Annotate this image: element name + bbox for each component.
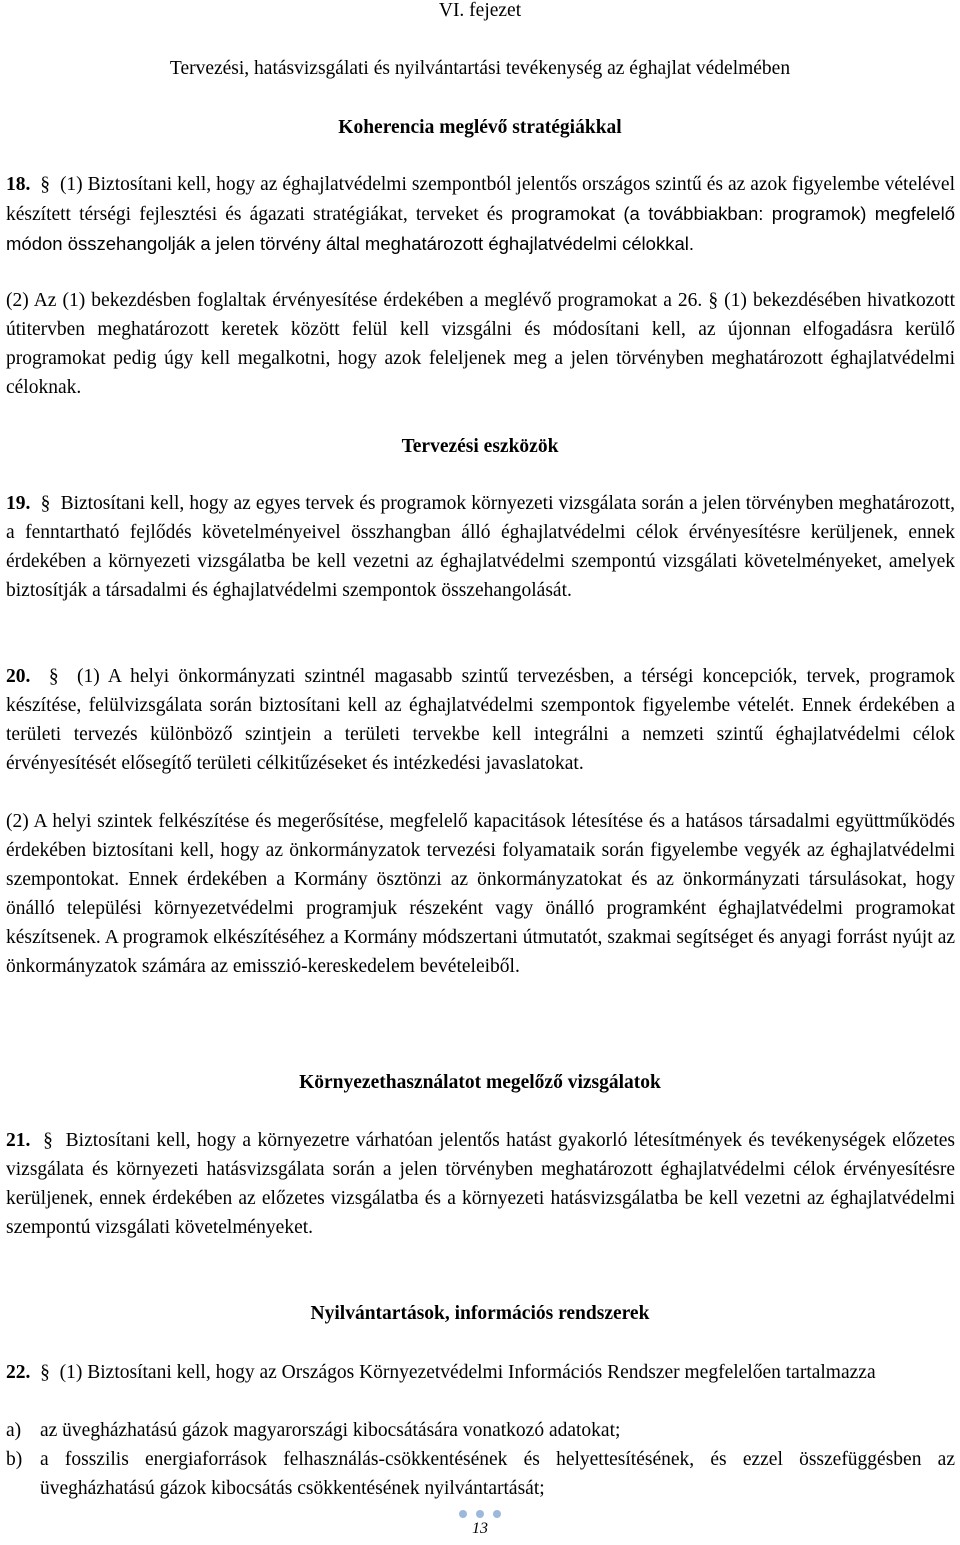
- section-heading: Környezethasználatot megelőző vizsgálatok: [299, 1072, 661, 1093]
- section-mark: §: [43, 1130, 53, 1151]
- section-heading: Tervezési eszközök: [401, 436, 559, 457]
- paragraph-text: Biztosítani kell, hogy a környezetre várhatóan jelentős hatást gyakorló létesítmények és tevékenységek előzetes vizsgálata és környezeti hatásvizsgálata során a jelen törvényben meghatározott éghajlatvédelmi célok érvényesítésre kerüljenek, ennek érdekében az előzetes vizsgálatba és a környezeti hatásvizsgálatba be kell vezetni az éghajlatvédelmi szempontú vizsgálati követelményeket.: [6, 1130, 955, 1239]
- page-footer: [0, 1510, 960, 1538]
- list-item-text: a fosszilis energiaforrások felhasználás-csökkentésének és helyettesítésének, és ezzel összefüggésben az üvegházhatású gázok kibocsátás csökkentésének nyilvántartását;: [40, 1449, 955, 1500]
- list-item-text: az üvegházhatású gázok magyarországi kibocsátására vonatkozó adatokat;: [40, 1420, 621, 1441]
- enumeration-list: [6, 1416, 955, 1503]
- list-item-label: a): [6, 1420, 22, 1441]
- paragraph-22: [6, 1358, 955, 1387]
- paragraph-text: (1) Biztosítani kell, hogy az Országos Környezetvédelmi Információs Rendszer megfelelően tartalmazza: [59, 1362, 876, 1383]
- paragraph-19: [6, 489, 955, 605]
- section-heading: Nyilvántartások, információs rendszerek: [310, 1303, 650, 1324]
- chapter-label: VI. fejezet: [438, 0, 522, 21]
- dot-icon: [459, 1510, 467, 1518]
- section-mark: §: [40, 174, 51, 195]
- paragraph-text: (1) Biztosítani kell, hogy az éghajlatvédelmi szempontból jelentős országos szintű és az azok figyelembe vételével készített térségi fejlesztési és ágazati stratégiákat, terveket és: [6, 174, 955, 226]
- page-number: 13: [472, 1520, 488, 1537]
- paragraph-18: [6, 170, 955, 259]
- paragraph-21: [6, 1126, 955, 1242]
- section-mark: §: [48, 666, 59, 687]
- paragraph-20: [6, 662, 955, 778]
- list-item-label: b): [6, 1449, 23, 1471]
- paragraph-20-2: (2) A helyi szintek felkészítése és megerősítése, megfelelő kapacitások létesítése és a hatásos társadalmi együttműködés érdekében biztosítani kell, hogy az önkormányzatok tervezési folyamataik során figyelembe vegyék az éghajlatvédelmi szempontokat. Ennek érdekében a Kormány ösztönzi az önkormányzatokat és az önkormányzati társulásokat, hogy önálló települési környezetvédelmi programjuk részeként vagy önálló programként éghajlatvédelmi programokat készítsenek. A programok elkészítéséhez a Kormány módszertani útmutatót, szakmai segítséget és anyagi forrást nyújt az önkormányzatok számára az emisszió-kereskedelem bevételeiből.: [6, 811, 955, 978]
- paragraph-text: (1) A helyi önkormányzati szintnél magasabb szintű tervezésben, a térségi koncepciók, tervek, programok készítése, felülvizsgálata során biztosítani kell az éghajlatvédelmi szempontok figyelembe vételét. Ennek érdekében a területi tervezés különböző szintjein a területi tervekbe kell integrálni a nemzeti szintű éghajlatvédelmi célok érvényesítését elősegítő területi célkitűzéseket és intézkedési javaslatokat.: [6, 666, 955, 775]
- footer-dots-icon: [0, 1510, 960, 1518]
- section-number: 21.: [6, 1130, 31, 1151]
- section-mark: §: [40, 493, 51, 514]
- dot-icon: [493, 1510, 501, 1518]
- section-number: 20.: [6, 666, 31, 687]
- section-number: 22.: [6, 1362, 31, 1383]
- list-item: [6, 1416, 955, 1445]
- paragraph-text-sans: programokat (a továbbiakban: programok) megfelelő módon összehangolják a jelen törvény által meghatározott éghajlatvédelmi célokkal.: [6, 203, 955, 255]
- chapter-title: Tervezési, hatásvizsgálati és nyilvántartási tevékenység az éghajlat védelmében: [169, 58, 791, 79]
- list-item: [6, 1445, 955, 1503]
- paragraph-text: Biztosítani kell, hogy az egyes tervek és programok környezeti vizsgálata során a jelen törvényben meghatározott, a fenntartható fejlődés követelményeivel összhangban álló éghajlatvédelmi célok érvényesítésre kerüljenek, ennek érdekében a környezeti vizsgálatba be kell vezetni az éghajlatvédelmi szempontú vizsgálati követelményeket, amelyek biztosítják a társadalmi és éghajlatvédelmi szempontok összehangolását.: [6, 493, 956, 602]
- section-number: 19.: [6, 493, 31, 514]
- section-heading: Koherencia meglévő stratégiákkal: [338, 117, 622, 138]
- section-number: 18.: [6, 174, 31, 195]
- paragraph-18-2: (2) Az (1) bekezdésben foglaltak érvényesítése érdekében a meglévő programokat a 26. § (1) bekezdésében hivatkozott útitervben meghatározott keretek között felül kell vizsgálni és módosítani kell, az újonnan elfogadásra kerülő programokat pedig úgy kell megalkotni, hogy azok feleljenek meg a jelen törvényben meghatározott éghajlatvédelmi céloknak.: [6, 290, 955, 399]
- section-mark: §: [40, 1362, 50, 1383]
- dot-icon: [476, 1510, 484, 1518]
